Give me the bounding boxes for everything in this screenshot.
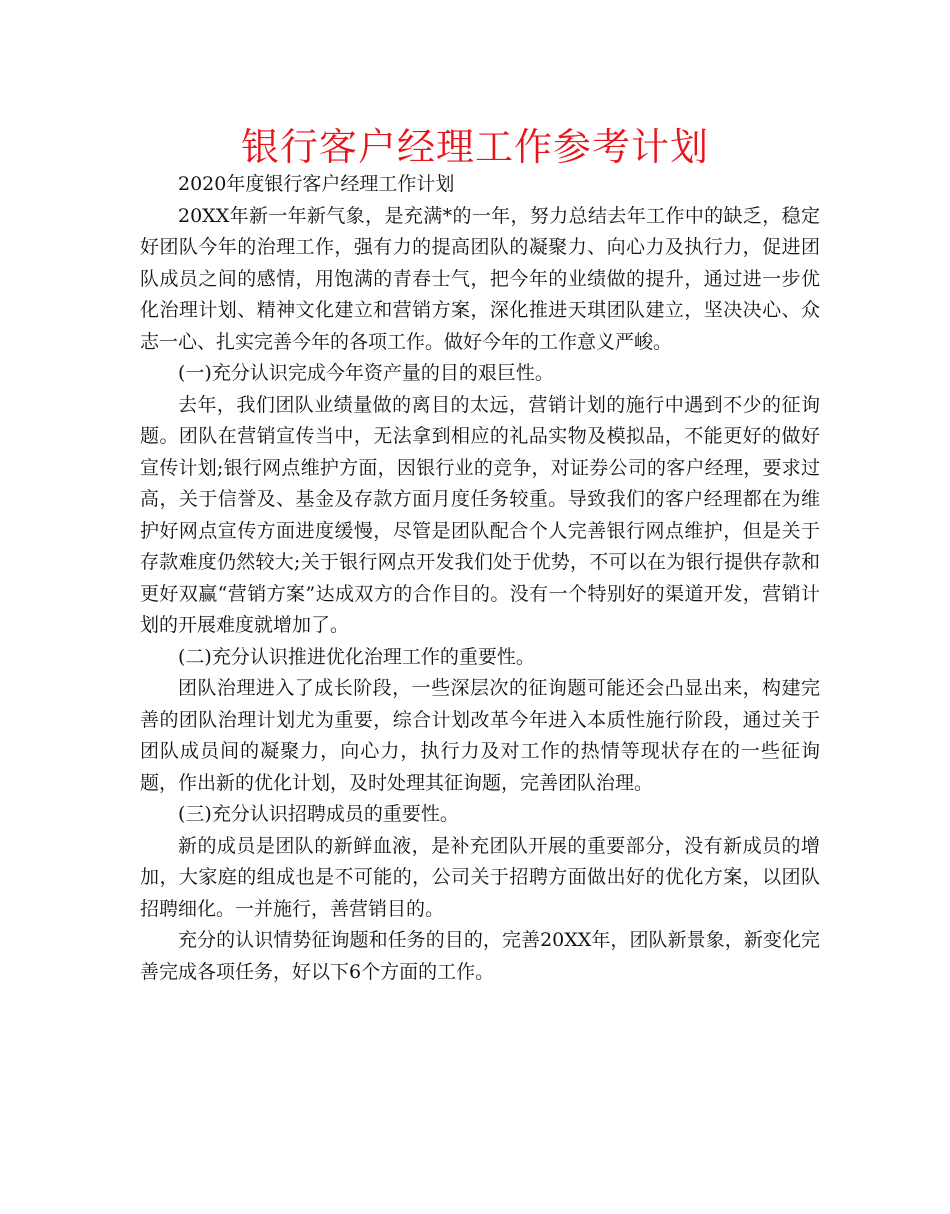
document-body — [140, 169, 820, 988]
section-1-paragraph: 去年，我们团队业绩量做的离目的太远，营销计划的施行中遇到不少的征询题。团队在营销宣传当中，无法拿到相应的礼品实物及模拟品，不能更好的做好宣传计划;银行网点维护方面，因银行业的竞争，对证券公司的客户经理，要求过高，关于信誉及、基金及存款方面月度任务较重。导致我们的客户经理都在为维护好网点宣传方面进度缓慢，尽管是团队配合个人完善银行网点维护，但是关于存款难度仍然较大;关于银行网点开发我们处于优势，不可以在为银行提供存款和更好双赢“营销方案”达成双方的合作目的。没有一个特别好的渠道开发，营销计划的开展难度就增加了。 — [140, 393, 820, 636]
document-title: 银行客户经理工作参考计划 — [240, 125, 709, 169]
section-3-paragraph: 新的成员是团队的新鲜血液，是补充团队开展的重要部分，没有新成员的增加，大家庭的组成也是不可能的，公司关于招聘方面做出好的优化方案，以团队招聘细化。一并施行，善营销目的。 — [140, 834, 820, 920]
subtitle-paragraph: 2020年度银行客户经理工作计划 — [178, 173, 455, 195]
section-2-paragraph: 团队治理进入了成长阶段，一些深层次的征询题可能还会凸显出来，构建完善的团队治理计划尤为重要，综合计划改革今年进入本质性施行阶段，通过关于团队成员间的凝聚力，向心力，执行力及对工作的热情等现状存在的一些征询题，作出新的优化计划，及时处理其征询题，完善团队治理。 — [140, 677, 820, 794]
section-heading-3: (三)充分认识招聘成员的重要性。 — [178, 803, 459, 825]
closing-paragraph: 充分的认识情势征询题和任务的目的，完善20XX年，团队新景象，新变化完善完成各项任务，好以下6个方面的工作。 — [140, 929, 820, 983]
intro-paragraph: 20XX年新一年新气象，是充满*的一年，努力总结去年工作中的缺乏，稳定好团队今年的治理工作，强有力的提高团队的凝聚力、向心力及执行力，促进团队成员之间的感情，用饱满的青春士气，把今年的业绩做的提升，通过进一步优化治理计划、精神文化建立和营销方案，深化推进天琪团队建立，坚决决心、众志一心、扎实完善今年的各项工作。做好今年的工作意义严峻。 — [140, 204, 820, 353]
section-heading-1: (一)充分认识完成今年资产量的目的艰巨性。 — [178, 362, 554, 384]
section-heading-2: (二)充分认识推进优化治理工作的重要性。 — [178, 645, 535, 668]
